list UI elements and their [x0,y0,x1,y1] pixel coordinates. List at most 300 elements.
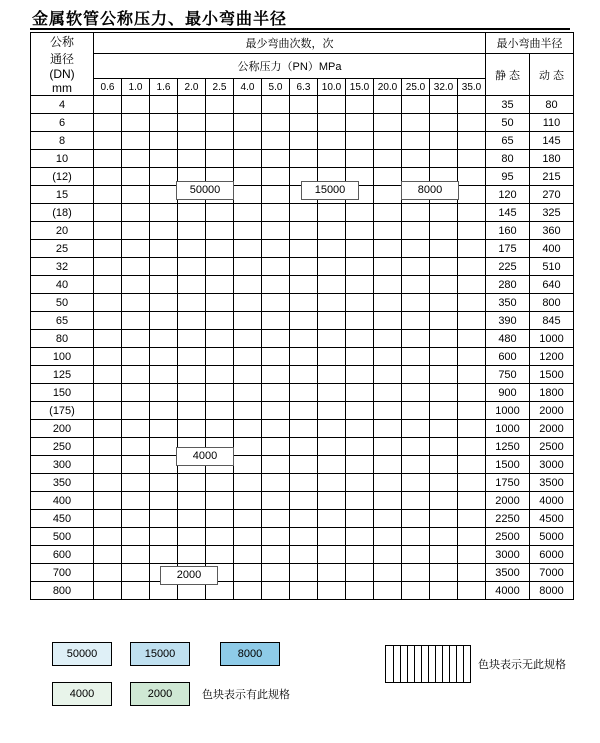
spec-cell [206,114,234,132]
dynamic-radius-value: 2000 [530,402,574,420]
spec-cell [402,456,430,474]
spec-cell [318,582,346,600]
dynamic-radius-value: 510 [530,258,574,276]
spec-cell [234,510,262,528]
spec-cell [94,150,122,168]
table-row [31,438,574,456]
spec-cell [94,492,122,510]
spec-cell [290,204,318,222]
spec-cell [234,294,262,312]
spec-cell [402,528,430,546]
spec-cell [430,222,458,240]
overlay-tag: 2000 [160,566,218,585]
overlay-tag: 15000 [301,181,359,200]
spec-cell [94,456,122,474]
spec-cell [206,276,234,294]
static-radius-value: 95 [486,168,530,186]
spec-cell [122,474,150,492]
spec-cell [458,366,486,384]
spec-cell [458,312,486,330]
spec-cell [374,204,402,222]
spec-cell [178,330,206,348]
spec-cell [122,384,150,402]
hatch-line [421,646,422,682]
hatch-line [449,646,450,682]
static-radius-value: 280 [486,276,530,294]
spec-cell [122,438,150,456]
spec-cell [122,132,150,150]
spec-cell [94,258,122,276]
hatch-line [407,646,408,682]
spec-cell [374,456,402,474]
dn-value: 300 [31,456,94,474]
dn-value: 4 [31,96,94,114]
spec-cell [318,402,346,420]
spec-cell [94,186,122,204]
spec-cell [262,330,290,348]
spec-cell [178,348,206,366]
spec-cell [94,348,122,366]
spec-cell [234,492,262,510]
spec-cell [94,276,122,294]
spec-cell [234,132,262,150]
dynamic-radius-value: 8000 [530,582,574,600]
spec-cell [458,438,486,456]
spec-cell [430,564,458,582]
spec-cell [346,510,374,528]
spec-cell [262,132,290,150]
spec-cell [122,96,150,114]
spec-cell [234,438,262,456]
spec-cell [206,384,234,402]
spec-cell [346,150,374,168]
pn-column-header: 1.6 [150,79,178,96]
spec-cell [318,258,346,276]
spec-cell [458,474,486,492]
spec-cell [206,240,234,258]
spec-cell [94,96,122,114]
spec-cell [290,294,318,312]
dn-value: 32 [31,258,94,276]
dynamic-radius-value: 7000 [530,564,574,582]
spec-cell [318,348,346,366]
table-row [31,348,574,366]
overlay-tag: 8000 [401,181,459,200]
spec-cell [458,564,486,582]
spec-cell [374,510,402,528]
spec-cell [262,150,290,168]
spec-cell [402,492,430,510]
spec-cell [458,258,486,276]
spec-cell [122,150,150,168]
spec-cell [374,258,402,276]
legend-note-hatch: 色块表示无此规格 [478,659,566,671]
dn-value: (12) [31,168,94,186]
spec-cell [430,474,458,492]
spec-cell [262,528,290,546]
dn-value: 700 [31,564,94,582]
dynamic-radius-value: 325 [530,204,574,222]
spec-cell [178,132,206,150]
spec-cell [458,150,486,168]
spec-cell [262,258,290,276]
spec-cell [458,330,486,348]
table-row [31,402,574,420]
dn-value: 200 [31,420,94,438]
spec-cell [122,276,150,294]
spec-cell [290,132,318,150]
spec-cell [122,402,150,420]
spec-cell [234,564,262,582]
legend-box-8000: 8000 [220,642,280,666]
spec-cell [318,222,346,240]
spec-cell [262,186,290,204]
spec-cell [234,312,262,330]
spec-cell [206,294,234,312]
spec-cell [234,546,262,564]
spec-cell [234,240,262,258]
spec-cell [94,330,122,348]
spec-cell [122,168,150,186]
spec-cell [458,114,486,132]
dynamic-radius-value: 145 [530,132,574,150]
spec-cell [458,168,486,186]
spec-cell [150,312,178,330]
static-radius-value: 390 [486,312,530,330]
static-radius-value: 1000 [486,420,530,438]
spec-cell [262,366,290,384]
spec-cell [150,510,178,528]
dynamic-radius-value: 6000 [530,546,574,564]
spec-cell [290,438,318,456]
spec-cell [234,222,262,240]
spec-cell [262,276,290,294]
spec-cell [150,204,178,222]
spec-cell [206,510,234,528]
pn-column-header: 4.0 [234,79,262,96]
hatch-line [400,646,401,682]
spec-cell [206,312,234,330]
spec-cell [290,240,318,258]
spec-cell [290,420,318,438]
spec-cell [122,510,150,528]
pn-column-header: 20.0 [374,79,402,96]
pn-column-header: 35.0 [458,79,486,96]
spec-cell [206,546,234,564]
spec-cell [122,204,150,222]
spec-cell [94,384,122,402]
spec-cell [178,312,206,330]
spec-cell [94,132,122,150]
spec-cell [346,294,374,312]
spec-cell [290,582,318,600]
head-row-2 [31,54,574,79]
dn-value: 65 [31,312,94,330]
spec-cell [430,114,458,132]
spec-cell [458,276,486,294]
dynamic-radius-value: 360 [530,222,574,240]
table-row [31,114,574,132]
spec-cell [430,276,458,294]
spec-cell [374,96,402,114]
spec-cell [430,294,458,312]
dn-value: 20 [31,222,94,240]
spec-cell [94,474,122,492]
spec-cell [430,96,458,114]
spec-cell [290,546,318,564]
spec-cell [150,402,178,420]
spec-cell [178,222,206,240]
spec-cell [150,150,178,168]
spec-cell [430,240,458,258]
spec-cell [206,132,234,150]
spec-cell [318,150,346,168]
spec-cell [178,114,206,132]
table-row [31,132,574,150]
spec-cell [402,114,430,132]
spec-cell [122,186,150,204]
spec-cell [318,366,346,384]
spec-cell [262,312,290,330]
spec-cell [206,474,234,492]
spec-cell [318,528,346,546]
spec-cell [262,204,290,222]
spec-cell [290,114,318,132]
dynamic-radius-value: 110 [530,114,574,132]
spec-cell [262,294,290,312]
spec-cell [346,114,374,132]
spec-cell [346,402,374,420]
spec-table-wrapper [30,32,574,600]
spec-cell [318,492,346,510]
dn-value: 450 [31,510,94,528]
spec-cell [206,528,234,546]
spec-cell [458,582,486,600]
spec-cell [402,132,430,150]
spec-cell [430,348,458,366]
spec-cell [374,114,402,132]
spec-cell [94,510,122,528]
spec-cell [346,474,374,492]
spec-cell [234,186,262,204]
spec-cell [262,384,290,402]
spec-cell [318,96,346,114]
spec-cell [178,420,206,438]
spec-cell [290,258,318,276]
static-radius-value: 2000 [486,492,530,510]
spec-cell [346,492,374,510]
spec-cell [346,420,374,438]
dynamic-radius-value: 180 [530,150,574,168]
spec-cell [150,546,178,564]
dynamic-radius-value: 5000 [530,528,574,546]
spec-cell [374,132,402,150]
spec-cell [458,528,486,546]
spec-cell [318,132,346,150]
spec-cell [402,582,430,600]
spec-cell [206,420,234,438]
pn-column-header: 32.0 [430,79,458,96]
spec-cell [318,474,346,492]
spec-cell [458,132,486,150]
spec-cell [262,222,290,240]
spec-cell [94,168,122,186]
spec-cell [430,456,458,474]
spec-cell [318,510,346,528]
page-title: 金属软管公称压力、最小弯曲半径 [32,11,288,28]
spec-cell [234,150,262,168]
spec-cell [458,96,486,114]
dynamic-radius-value: 270 [530,186,574,204]
spec-cell [94,294,122,312]
spec-cell [402,348,430,366]
dynamic-radius-value: 1200 [530,348,574,366]
table-row [31,222,574,240]
spec-cell [458,492,486,510]
spec-cell [122,564,150,582]
spec-cell [234,384,262,402]
spec-cell [402,474,430,492]
static-radius-value: 3000 [486,546,530,564]
static-radius-value: 1750 [486,474,530,492]
dn-value: 800 [31,582,94,600]
dynamic-radius-value: 1800 [530,384,574,402]
spec-cell [150,384,178,402]
spec-cell [122,546,150,564]
table-row [31,510,574,528]
static-radius-value: 2500 [486,528,530,546]
dynamic-radius-value: 4000 [530,492,574,510]
pn-column-header: 0.6 [94,79,122,96]
spec-cell [318,330,346,348]
hatch-line [428,646,429,682]
spec-cell [346,330,374,348]
static-radius-value: 1500 [486,456,530,474]
spec-cell [346,384,374,402]
spec-cell [122,456,150,474]
spec-cell [122,582,150,600]
dn-line-3: (DN) [49,67,75,81]
spec-cell [402,96,430,114]
spec-cell [234,330,262,348]
spec-cell [262,348,290,366]
spec-cell [430,330,458,348]
table-row [31,150,574,168]
spec-cell [290,312,318,330]
spec-cell [262,438,290,456]
spec-cell [262,168,290,186]
spec-cell [122,240,150,258]
table-row [31,492,574,510]
table-body [31,96,574,600]
spec-cell [150,420,178,438]
hatch-line [414,646,415,682]
spec-cell [346,96,374,114]
spec-cell [374,438,402,456]
static-radius-value: 175 [486,240,530,258]
static-header: 静 态 [486,54,530,96]
spec-cell [206,96,234,114]
spec-cell [402,546,430,564]
dn-value: 25 [31,240,94,258]
hatch-line [442,646,443,682]
overlay-tag: 50000 [176,181,234,200]
dn-value: (18) [31,204,94,222]
spec-cell [178,96,206,114]
spec-cell [150,168,178,186]
pn-column-header: 2.0 [178,79,206,96]
table-row [31,96,574,114]
spec-cell [402,294,430,312]
dynamic-radius-value: 1500 [530,366,574,384]
spec-cell [94,438,122,456]
spec-cell [290,456,318,474]
spec-cell [234,96,262,114]
spec-cell [374,474,402,492]
spec-cell [458,294,486,312]
spec-cell [318,384,346,402]
spec-cell [458,186,486,204]
dynamic-radius-value: 3500 [530,474,574,492]
spec-cell [178,294,206,312]
spec-cell [94,402,122,420]
dn-value: 15 [31,186,94,204]
spec-cell [234,366,262,384]
spec-cell [430,312,458,330]
spec-cell [206,222,234,240]
pn-column-header: 15.0 [346,79,374,96]
spec-cell [458,384,486,402]
spec-cell [346,456,374,474]
table-row [31,258,574,276]
spec-cell [150,348,178,366]
spec-cell [150,186,178,204]
table-row [31,456,574,474]
spec-cell [346,222,374,240]
spec-cell [94,114,122,132]
static-radius-value: 35 [486,96,530,114]
spec-cell [374,492,402,510]
spec-cell [234,276,262,294]
spec-cell [178,276,206,294]
spec-cell [262,114,290,132]
spec-cell [346,582,374,600]
spec-cell [234,114,262,132]
spec-cell [122,348,150,366]
table-row [31,204,574,222]
dynamic-radius-value: 800 [530,294,574,312]
spec-cell [290,510,318,528]
spec-cell [262,510,290,528]
spec-cell [206,492,234,510]
static-radius-value: 65 [486,132,530,150]
spec-cell [150,294,178,312]
spec-cell [94,240,122,258]
spec-cell [318,564,346,582]
table-row [31,384,574,402]
spec-cell [150,132,178,150]
spec-cell [430,546,458,564]
spec-cell [206,150,234,168]
spec-cell [234,420,262,438]
static-radius-value: 1250 [486,438,530,456]
spec-cell [122,330,150,348]
spec-cell [430,420,458,438]
legend-box-2000: 2000 [130,682,190,706]
spec-cell [318,456,346,474]
spec-cell [430,132,458,150]
spec-cell [262,240,290,258]
